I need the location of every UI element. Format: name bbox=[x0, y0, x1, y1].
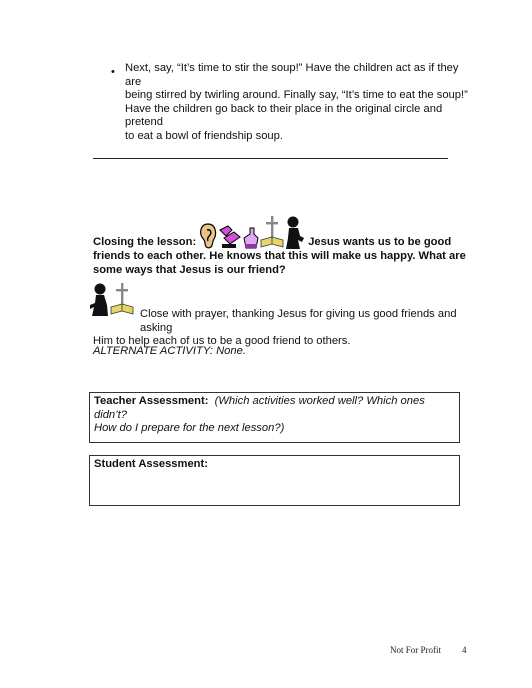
bullet-line: Next, say, “It’s time to stir the soup!” Have the children act as if they are bbox=[125, 62, 459, 88]
bullet-line: Have the children go back to their place in the original circle and pretend bbox=[125, 102, 443, 129]
student-assessment-box[interactable] bbox=[89, 455, 460, 506]
bullet-symbol: • bbox=[111, 66, 115, 78]
footer-text: Not For Profit bbox=[390, 645, 442, 655]
closing-section bbox=[93, 230, 468, 277]
bullet-paragraph bbox=[125, 62, 475, 144]
closing-label: Closing the lesson: bbox=[93, 236, 197, 249]
hands-icon bbox=[218, 224, 242, 250]
prayer-line: Him to help each of us to be a good friend to others. bbox=[93, 335, 351, 348]
cross-bible-icon bbox=[260, 216, 284, 250]
prayer-line: Close with prayer, thanking Jesus for giving us good friends and asking bbox=[140, 308, 457, 334]
student-assessment-label: Student Assessment: bbox=[94, 458, 208, 470]
teacher-assessment-prompt: How do I prepare for the next lesson?) bbox=[94, 422, 285, 435]
section-divider bbox=[93, 158, 448, 159]
page-number: 4 bbox=[462, 645, 467, 655]
teacher-assessment-label: Teacher Assessment: bbox=[94, 395, 209, 407]
bullet-line: to eat a bowl of friendship soup. bbox=[125, 129, 283, 142]
ear-icon bbox=[198, 222, 218, 250]
alternate-activity: ALTERNATE ACTIVITY: None. bbox=[93, 345, 246, 357]
closing-line: some ways that Jesus is our friend? bbox=[93, 263, 286, 276]
prayer-paragraph bbox=[93, 308, 473, 349]
closing-line1-tail: Jesus wants us to be good bbox=[308, 236, 452, 249]
closing-icon-strip bbox=[198, 216, 306, 250]
bullet-line: being stirred by twirling around. Finally say, “It’s time to eat the soup!” bbox=[125, 89, 468, 102]
closing-line: friends to each other. He knows that this will make us happy. What are bbox=[93, 250, 466, 262]
praying-hands-icon bbox=[242, 226, 260, 250]
praying-child-icon bbox=[284, 216, 306, 250]
teacher-assessment-prompt: (Which activities worked well? Which ones didn’t? bbox=[94, 395, 425, 421]
teacher-assessment-box[interactable] bbox=[89, 392, 460, 443]
